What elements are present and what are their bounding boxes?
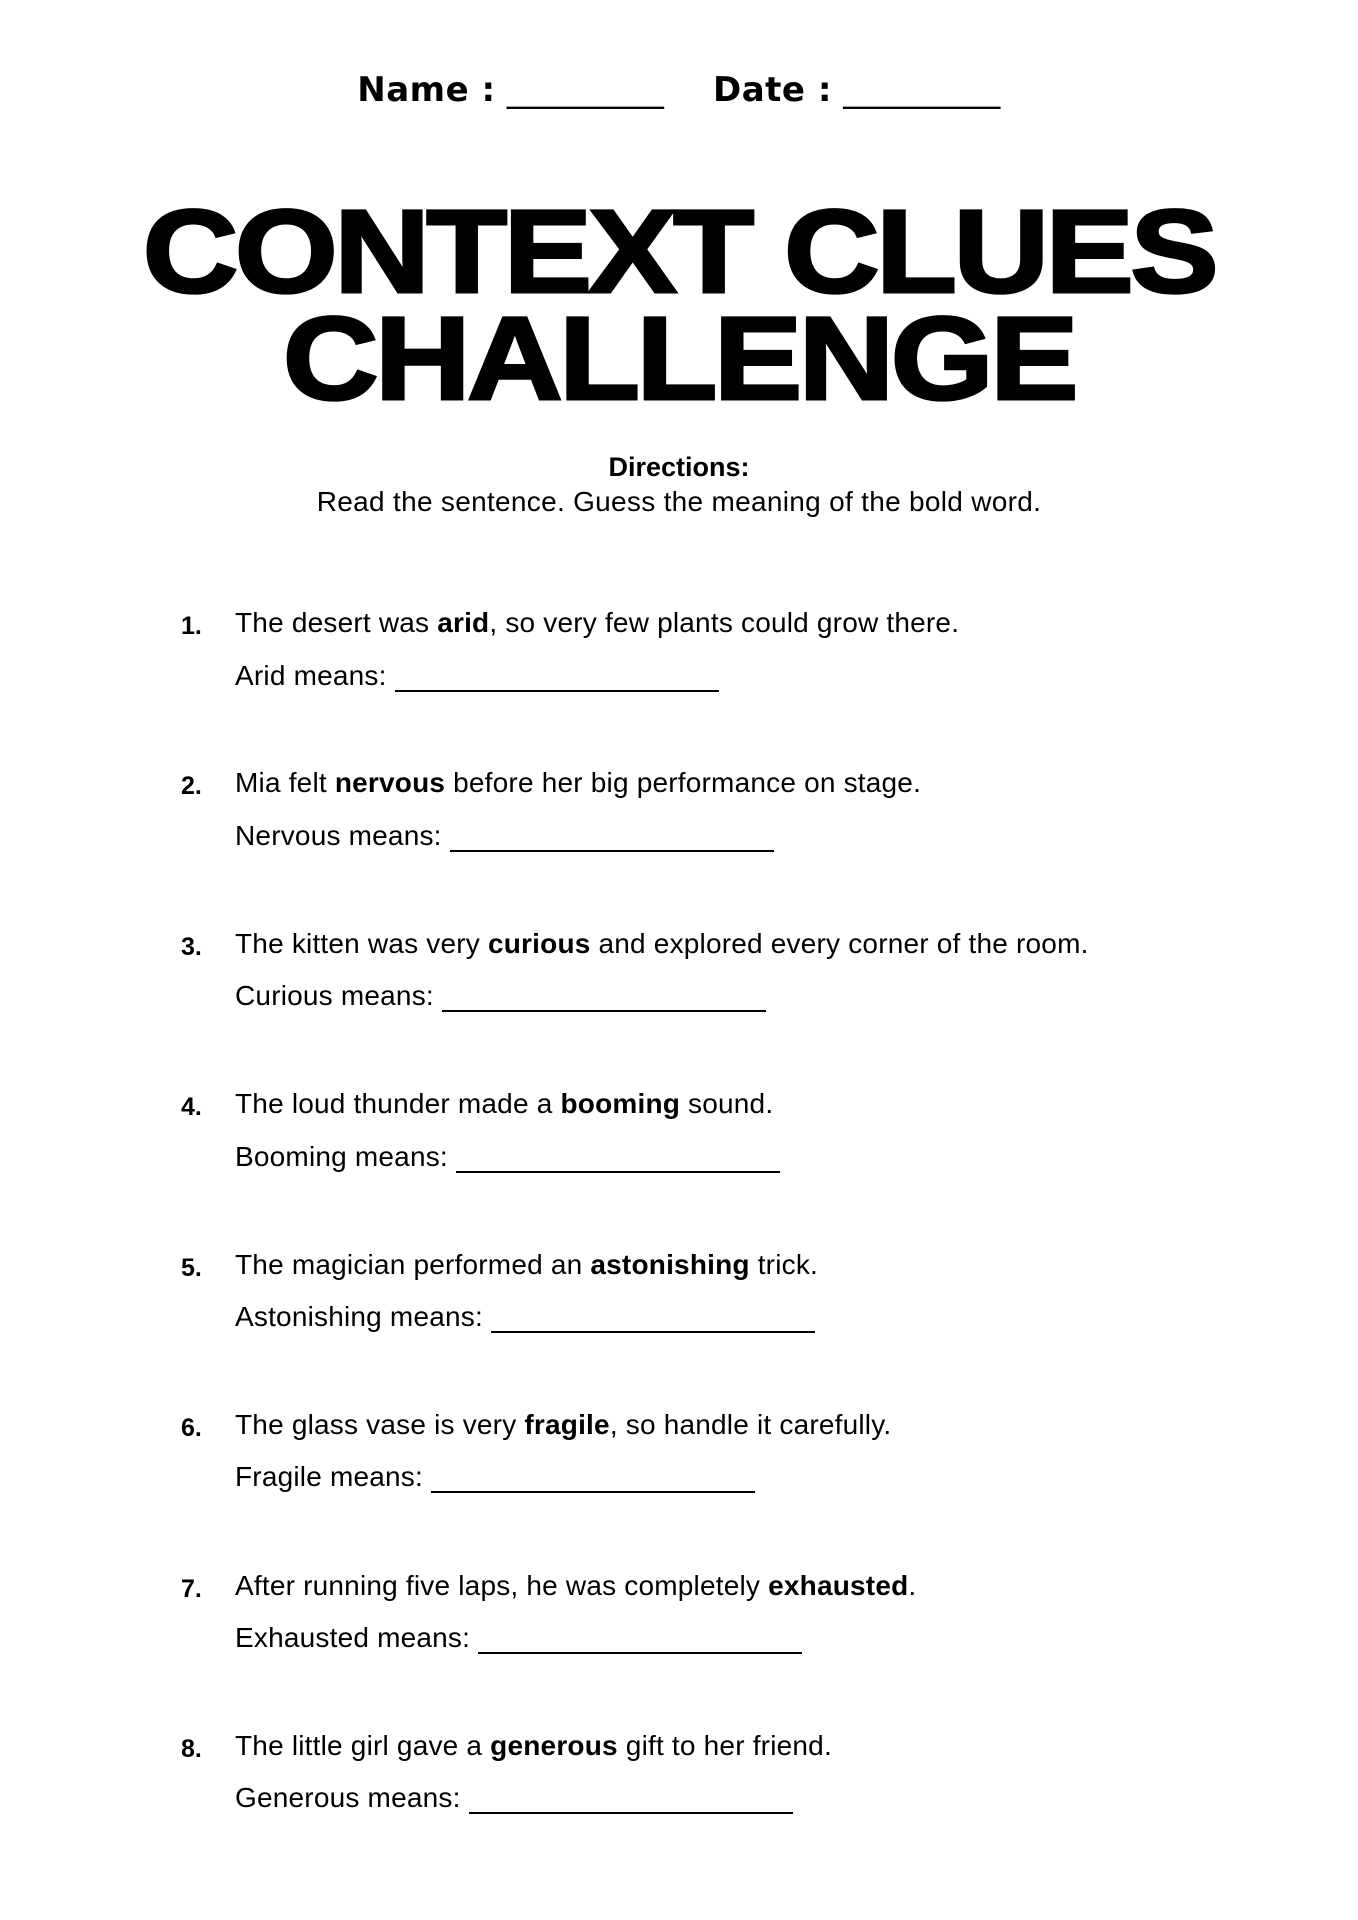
sentence-text: gift to her friend. — [617, 1730, 832, 1761]
answer-blank[interactable] — [431, 1465, 755, 1493]
answer-line — [235, 1301, 815, 1333]
answer-blank[interactable] — [395, 664, 719, 692]
answer-blank[interactable] — [442, 984, 766, 1012]
answer-line — [235, 820, 774, 852]
name-date-header — [0, 70, 1358, 110]
question-sentence — [235, 1409, 891, 1441]
answer-label: Booming means: — [235, 1141, 448, 1172]
question-sentence — [235, 607, 959, 639]
name-field[interactable]: _________ — [506, 70, 665, 110]
answer-blank[interactable] — [469, 1786, 793, 1814]
sentence-text: before her big performance on stage. — [445, 767, 922, 798]
sentence-text: The desert was — [235, 607, 438, 638]
name-label: Name : — [357, 70, 496, 110]
directions-text: Read the sentence. Guess the meaning of the bold word. — [316, 486, 1042, 517]
question-sentence — [235, 767, 921, 799]
question-number: 2. — [181, 772, 202, 800]
bold-word: curious — [487, 928, 591, 959]
sentence-text: sound. — [680, 1088, 774, 1119]
directions-heading: Directions: — [608, 452, 750, 482]
sentence-text: , so handle it carefully. — [609, 1409, 892, 1440]
answer-blank[interactable] — [491, 1305, 815, 1333]
answer-label: Generous means: — [235, 1782, 461, 1813]
answer-label: Curious means: — [235, 980, 434, 1011]
answer-label: Fragile means: — [235, 1461, 423, 1492]
question-number: 1. — [181, 612, 202, 640]
page-title-line-2: CHALLENGE — [282, 293, 1076, 425]
sentence-text: . — [908, 1570, 917, 1601]
sentence-text: trick. — [749, 1249, 819, 1280]
question-sentence — [235, 1570, 916, 1602]
bold-word: nervous — [334, 767, 446, 798]
sentence-text: Mia felt — [235, 767, 335, 798]
question-sentence — [235, 1249, 818, 1281]
question-sentence — [235, 1730, 832, 1762]
bold-word: exhausted — [768, 1570, 909, 1601]
answer-line — [235, 1141, 780, 1173]
date-label: Date : — [713, 70, 832, 110]
bold-word: generous — [490, 1730, 618, 1761]
bold-word: fragile — [524, 1409, 610, 1440]
question-number: 6. — [181, 1414, 202, 1442]
bold-word: astonishing — [590, 1249, 750, 1280]
page-title-line-1: CONTEXT CLUES — [142, 186, 1216, 318]
answer-blank[interactable] — [450, 824, 774, 852]
answer-line — [235, 1461, 755, 1493]
answer-label: Arid means: — [235, 660, 387, 691]
sentence-text: The loud thunder made a — [235, 1088, 561, 1119]
question-number: 5. — [181, 1254, 202, 1282]
question-number: 3. — [181, 933, 202, 961]
sentence-text: After running five laps, he was completely — [235, 1570, 769, 1601]
bold-word: arid — [437, 607, 490, 638]
answer-line — [235, 980, 766, 1012]
answer-label: Astonishing means: — [235, 1301, 483, 1332]
answer-blank[interactable] — [478, 1626, 802, 1654]
answer-blank[interactable] — [456, 1145, 780, 1173]
question-number: 7. — [181, 1575, 202, 1603]
sentence-text: The glass vase is very — [235, 1409, 525, 1440]
question-sentence — [235, 1088, 773, 1120]
answer-line — [235, 1782, 793, 1814]
date-field[interactable]: _________ — [843, 70, 1001, 110]
sentence-text: The little girl gave a — [235, 1730, 491, 1761]
question-sentence — [235, 928, 1089, 960]
answer-line — [235, 660, 719, 692]
question-number: 8. — [181, 1735, 202, 1763]
answer-label: Exhausted means: — [235, 1622, 471, 1653]
sentence-text: The magician performed an — [235, 1249, 591, 1280]
answer-label: Nervous means: — [235, 820, 442, 851]
sentence-text: , so very few plants could grow there. — [489, 607, 960, 638]
sentence-text: The kitten was very — [235, 928, 488, 959]
answer-line — [235, 1622, 802, 1654]
question-number: 4. — [181, 1093, 202, 1121]
bold-word: booming — [560, 1088, 681, 1119]
sentence-text: and explored every corner of the room. — [590, 928, 1089, 959]
